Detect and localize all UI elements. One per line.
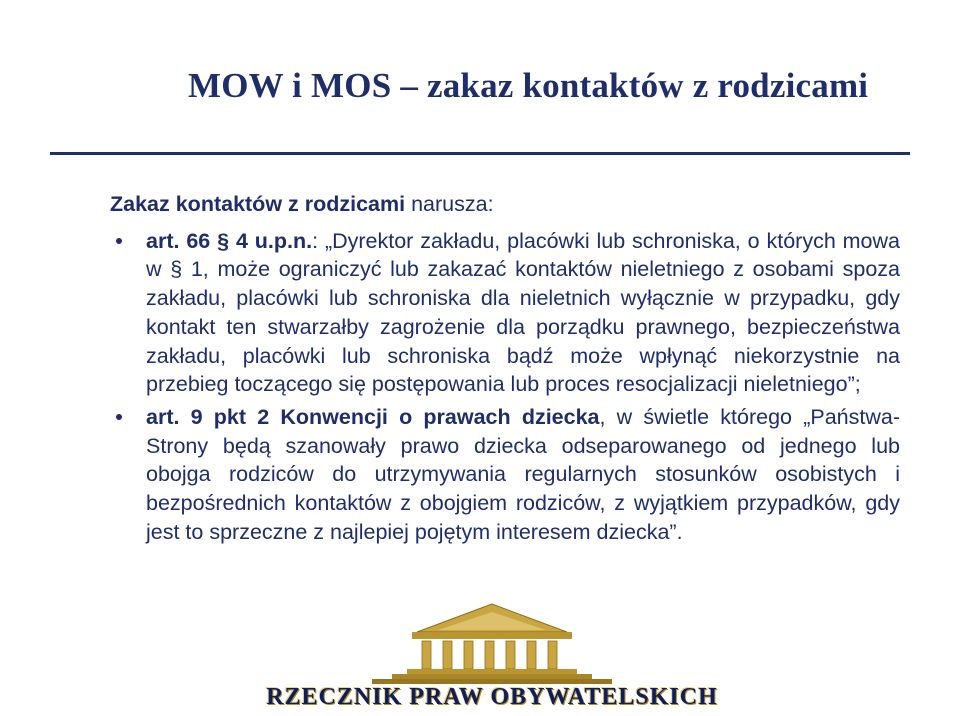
title-underline xyxy=(50,152,910,155)
bullet-bold: art. 9 pkt 2 Konwencji o prawach dziecka xyxy=(146,404,600,429)
bullet-icon xyxy=(116,238,122,244)
lead-bold: Zakaz kontaktów z rodzicami xyxy=(110,192,406,216)
lead-rest: narusza: xyxy=(405,192,494,216)
bullet-item-art9 xyxy=(110,403,900,547)
bullet-icon xyxy=(116,414,122,420)
rpo-logo xyxy=(262,598,722,716)
logo-wordmark: RZECZNIK PRAW OBYWATELSKICH xyxy=(266,684,718,710)
bullet-list xyxy=(110,227,900,547)
bullet-bold: art. 66 § 4 u.p.n. xyxy=(146,228,313,253)
slide-title: MOW i MOS – zakaz kontaktów z rodzicami xyxy=(188,66,869,105)
bullet-text: , w świetle którego „Państwa-Strony będą szanowały prawo dziecka odseparowanego od jednego lub obojga rodziców do utrzymywania regularnych stosunków osobistych i bezpośrednich kontaktów z obojgiem rodziców, z wyjątkiem przypadków, gdy jest to sprzeczne z najlepiej pojętym interesem dziecka”. xyxy=(146,404,900,544)
slide-body xyxy=(110,190,900,550)
lead-paragraph xyxy=(110,190,900,219)
building-icon xyxy=(262,598,722,684)
bullet-text: : „Dyrektor zakładu, placówki lub schroniska, o których mowa w § 1, może ograniczyć lub zakazać kontaktów nieletniego z osobami spoza zakładu, placówki lub schroniska dla nieletnich wyłącznie w przypadku, gdy kontakt ten stwarzałby zagrożenie dla porządku prawnego, bezpieczeństwa zakładu, placówki lub schroniska bądź może wpłynąć niekorzystnie na przebieg toczącego się postępowania lub proces resocjalizacji nieletniego”; xyxy=(146,228,900,397)
bullet-item-art66 xyxy=(110,227,900,399)
